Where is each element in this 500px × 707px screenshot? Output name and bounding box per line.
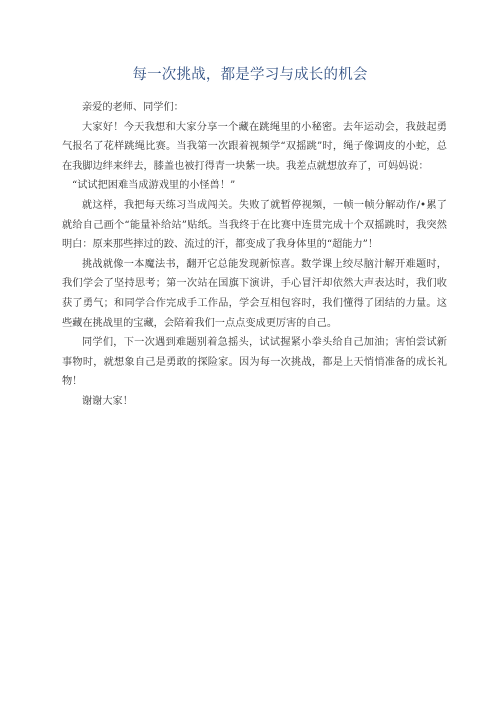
document-body bbox=[62, 98, 447, 412]
quote-line: “试试把困难当成游戏里的小怪兽！” bbox=[72, 180, 236, 192]
paragraph-encouragement: 同学们，下一次遇到难题别着急摇头，试试握紧小拳头给自己加油；害怕尝试新事物时，就想象自己是勇敢的探险家。因为每一次挑战，都是上天悄悄准备的成长礼物！ bbox=[62, 337, 447, 388]
paragraph-challenge: 挑战就像一本魔法书，翻开它总能发现新惊喜。数学课上绞尽脑汁解开难题时，我们学会了坚持思考；第一次站在国旗下演讲，手心冒汗却依然大声表达时，我们收获了勇气；和同学合作完成手工作品，学会互相包容时，我们懂得了团结的力量。这些藏在挑战里的宝藏，会陪着我们一点点变成更厉害的自己。 bbox=[62, 258, 447, 329]
closing-line: 谢谢大家！ bbox=[82, 395, 133, 407]
paragraph-practice: 就这样，我把每天练习当成闯关。失败了就暂停视频，一帧一帧分解动作/•累了就给自己画个“能量补给站”贴纸。当我终于在比赛中连贯完成十个双摇跳时，我突然明白：原来那些摔过的跤、流过的汗，都变成了我身体里的“超能力”！ bbox=[62, 199, 447, 251]
document-title: 每一次挑战，都是学习与成长的机会 bbox=[132, 67, 368, 83]
greeting: 亲爱的老师、同学们： bbox=[82, 102, 184, 113]
paragraph-intro: 大家好！今天我想和大家分享一个藏在跳绳里的小秘密。去年运动会，我鼓起勇气报名了花样跳绳比赛。当我第一次跟着视频学“双摇跳”时，绳子像调皮的小蛇，总在我脚边绊来绊去，膝盖也被打得青一块紫一块。我差点就想放弃了，可妈妈说： bbox=[62, 121, 447, 172]
